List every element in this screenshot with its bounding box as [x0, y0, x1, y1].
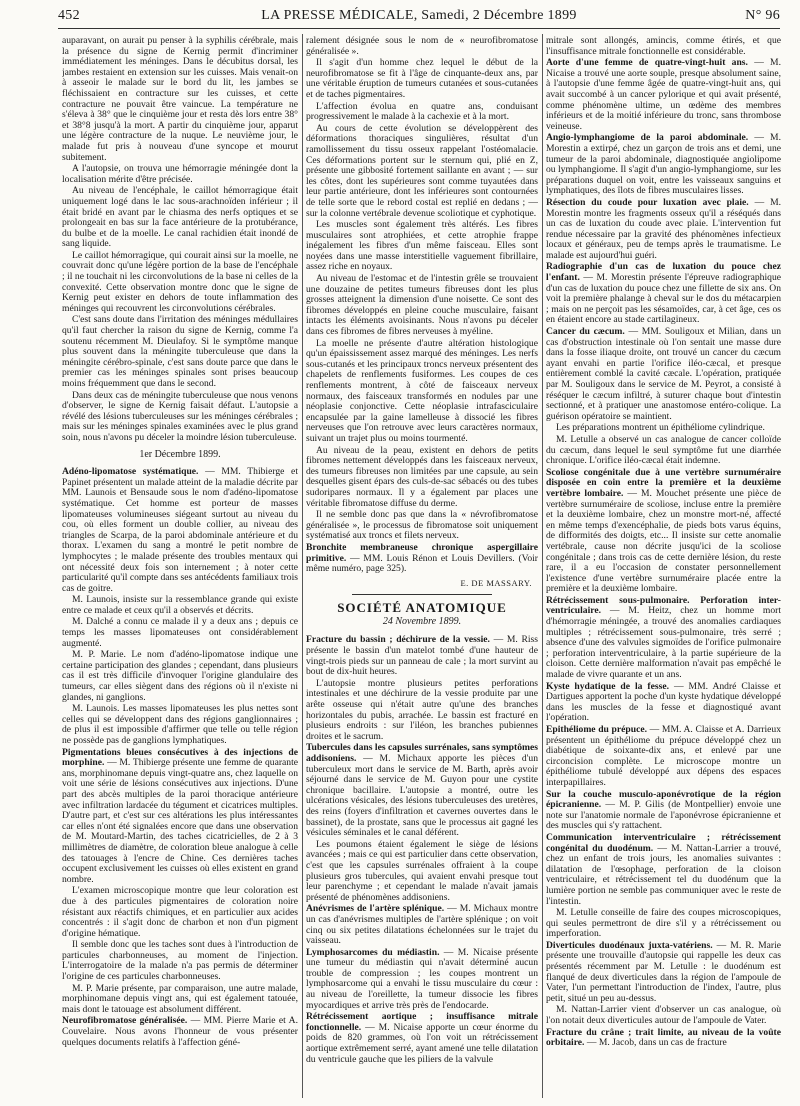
- paragraph: Il ne semble donc pas que dans la « névrofibromatose généralisée », le processus de fibromatose soit uniquement systématisé aux troncs et filets nerveux.: [306, 509, 538, 542]
- column-3: [546, 36, 781, 1102]
- entry-title: Kyste hydatique de la fesse.: [546, 680, 670, 692]
- entry-title: Scoliose congénitale due à une vertèbre surnuméraire disposée en coin entre la première et la deuxième vertèbre lombaire.: [546, 466, 781, 499]
- paragraph: Au cours de cette évolution se développèrent des déformations thoraciques singulières, résultat d'un ramollissement du tissu osseux rappelant l'ostéomalacie. Ces déformations portent sur le sternum qui, plié en Z, présente une gibbosité fortement saillante en avant ; — sur les côtes, dont les supérieures sont comme tuyautées dans leur partie antérieure, dont les inférieures sont contournées de telle sorte que le rebord costal est replié en dedans ; — sur la colonne vertébrale devenue scoliotique et cyphotique.: [306, 122, 538, 219]
- entry-body: — MM. A. Claisse et A. Darrieux présentent un épithéliome du prépuce développé chez un diabétique de soixante-dix ans, et enlevé par une circoncision complète. Le microscope montre un épithéliome tubulé développé aux dépens des espaces interpapillaires.: [546, 724, 781, 788]
- paragraph: M. Dalché a connu ce malade il y a deux ans ; depuis ce temps les masses lipomateuses ont considérablement augmenté.: [62, 616, 298, 649]
- entry-body: — M. Jacob, dans un cas de fracture: [584, 1037, 727, 1049]
- entry-body: — MM. Souligoux et Milian, dans un cas d'obstruction intestinale où l'on sentait une masse dure dans la fosse iliaque droite, ont trouvé un cancer du cæcum ayant envahi en partie l'orifice iléo-cæcal, et presque entièrement comblé la cavité cæcale. L'opération, pratiquée par M. Souligoux dans le service de M. Peyrot, a consisté à réséquer le cæcum infiltré, à suturer chaque bout d'intestin sectionné, et à pratiquer une anastomose entéro-colique. La guérison opératoire se maintient.: [546, 326, 781, 422]
- entry-body: — M. R. Marie présente une trouvaille d'autopsie qui rappelle les deux cas présentés récemment par M. Letulle : le duodénum est flanqué de deux diverticules dans la région de l'ampoule de Vater, l'un permettant l'introduction de l'index, l'autre, plus petit, situé un peu au-dessus.: [546, 939, 781, 1004]
- report-entry: [546, 790, 781, 832]
- paragraph: Au niveau de l'estomac et de l'intestin grêle se trouvaient une douzaine de petites tumeurs fibreuses dont les plus grosses atteignent la dimension d'une noisette. Ce sont des fibromes développés en pleine couche musculaire, faisant intacts les éléments avoisinants. Nous n'avons pu déceler dans ces fibromes de fibres nerveuses à myéline.: [306, 273, 538, 338]
- newspaper-title: LA PRESSE MÉDICALE, Samedi, 2 Décembre 1899: [261, 8, 577, 23]
- page-header: [58, 8, 780, 26]
- report-entry: [546, 941, 781, 1005]
- entry-body: — M. Nicaise présente une tumeur du médiastin qui n'avait déterminé aucun trouble de compression ; les coupes montrent un lymphosarcome qui a envahi le tissu musculaire du cœur : au niveau de l'oreillette, la tumeur dissocie les fibres myocardiques et arrive très près de l'endocarde.: [306, 946, 538, 1011]
- entry-title: Neurofibromatose généralisée.: [62, 1015, 188, 1027]
- column-1: [62, 36, 298, 1102]
- paragraph: A l'autopsie, on trouva une hémorragie méningée dont la localisation mérite d'être précisée.: [62, 163, 298, 185]
- report-entry: [546, 133, 781, 197]
- paragraph: L'autopsie montre plusieurs petites perforations intestinales et une déchirure de la vessie produite par une arête osseuse qui n'était autre qu'une des branches horizontales du pubis, arrachée. Le bassin est fracturé en plusieurs endroits : sur l'iléon, les branches pubiennes droites et le sacrum.: [306, 677, 538, 742]
- session-date: 1er Décembre 1899.: [139, 448, 221, 460]
- paragraph: L'affection évolua en quatre ans, conduisant progressivement le malade à la cachexie et à la mort.: [306, 100, 538, 123]
- entry-body: — MM. Thibierge et Papinet présentent un malade atteint de la maladie décrite par MM. Launois et Bensaude sous le nom d'adéno-lipomatose systématique. Cet homme est porteur de masses lipomateuses volumineuses siégeant surtout au niveau du cou, où elles forment un double collier, au niveau des triangles de Scarpa, de la paroi abdominale antérieure et du thorax. L'examen du sang a montré le petit nombre de lymphocytes ; le malade présente des troubles mentaux qui ont nécessité deux fois son internement ; à noter cette particularité qu'il compte dans ses antécédents familiaux trois cas de goitre.: [62, 466, 298, 594]
- entry-title: Lymphosarcomes du médiastin.: [306, 946, 440, 958]
- entry-title: Fracture du crâne ; trait limite, au niveau de la voûte orbitaire.: [546, 1026, 781, 1049]
- entry-title: Sur la couche musculo-aponévrotique de la région épicranienne.: [546, 788, 781, 811]
- header-rule: [58, 28, 780, 29]
- entry-body: — M. Nicaise apporte un cœur énorme du poids de 820 grammes, où l'on voit un rétrécissement aortique extrêmement serré, ayant amené une telle dilatation du ventricule gauche que les piliers de la valvule: [306, 1021, 538, 1065]
- paragraph: Il s'agit d'un homme chez lequel le début de la neurofibromatose se fit à l'âge de cinquante-deux ans, par une véritable éruption de tumeurs cutanées et sous-cutanées et de taches pigmentaires.: [306, 57, 538, 100]
- paragraph: Au niveau de l'encéphale, le caillot hémorragique était uniquement logé dans le lac sous-arachnoïden inférieur ; il était bridé en avant par le chiasma des nerfs optiques et se prolongeait en bas sur la face antérieure de la protubérance, du bulbe et de la moelle. Le canal rachidien était inondé de sang liquide.: [62, 185, 298, 250]
- column-divider: [302, 34, 303, 1098]
- paragraph: M. P. Marie. Le nom d'adéno-lipomatose indique une certaine participation des glandes ; cependant, dans plusieurs cas il est très difficile d'invoquer l'origine glandulaire des tumeurs, car elles siègent dans des régions où il n'existe ni glandes, ni ganglions.: [62, 649, 298, 703]
- entry-title: Diverticules duodénaux juxta-vatériens.: [546, 939, 713, 951]
- paragraph: Les poumons étaient également le siège de lésions avancées ; mais ce qui est particulier dans cette observation, c'est que les capsules surrénales offraient à la coupe plusieurs gros tubercules, qui avaient envahi presque tout leur parenchyme ; et cependant le malade n'avait jamais présenté de phénomènes addisoniens.: [306, 838, 538, 903]
- column-2: [306, 36, 538, 1102]
- report-entry: [306, 743, 538, 838]
- entry-title: Epithéliome du prépuce.: [546, 724, 647, 735]
- entry-title: Cancer du cæcum.: [546, 326, 625, 338]
- report-entry: [546, 1028, 781, 1049]
- paragraph: mitrale sont allongés, amincis, comme étirés, et que l'insuffisance mitrale fonctionnelle est considérable.: [546, 36, 781, 57]
- page-number: 452: [58, 8, 80, 23]
- entry-body: — M. Thibierge présente une femme de quarante ans, morphinomane depuis vingt-quatre ans, chez laquelle on voit une série de lésions consécutives aux injections. D'une part des abcès multiples de la paroi thoracique antérieure avec infiltration lardacée du tégument et cicatrices multiples. D'autre part, et c'est sur ces altérations les plus intéressantes car elles n'ont été signalées encore que dans une observation de M. Moutard-Martin, des taches cicatricielles, de 2 à 3 millimètres de diamètre, de coloration bleue analogue à celle des tatouages à l'encre de Chine. Ces dernières taches occupent exclusivement les cuisses où elles existent en grand nombre.: [62, 757, 298, 885]
- report-entry: [546, 327, 781, 422]
- entry-title: Anévrismes de l'artère splénique.: [306, 903, 445, 915]
- section-title: SOCIÉTÉ ANATOMIQUE: [337, 600, 507, 616]
- paragraph: M. P. Marie présente, par comparaison, une autre malade, morphinomane depuis vingt ans, qui est également tatouée, mais dont le tatouage est absolument différent.: [62, 982, 298, 1015]
- report-entry: [306, 1012, 538, 1065]
- report-entry: [62, 1016, 298, 1048]
- entry-title: Rétrécissement sous-pulmonaire. Perforation inter-ventriculaire.: [546, 594, 781, 617]
- issue-number: N° 96: [745, 8, 780, 23]
- report-entry: [546, 833, 781, 907]
- paragraph: M. Nattan-Larrier vient d'observer un cas analogue, où l'on notait deux diverticules autour de l'ampoule de Vater.: [546, 1004, 781, 1027]
- entry-body: — M. Mouchet présente une pièce de vertèbre surnuméraire de scoliose, incluse entre la première et la deuxième lombaire, chez un monstre mort-né, affecté en même temps d'exencéphalie, de pieds bots varus équins, de difformités des doigts, etc... Il insiste sur cette anomalie vertébrale, cause non décrite jusqu'ici de la scoliose congénitale ; dans trois cas de cette dernière lésion, du reste rare, il a eu l'occasion de constater personnellement l'existence d'une vertèbre surnuméraire placée entre la première et la deuxième lombaire.: [546, 487, 781, 595]
- paragraph: Dans deux cas de méningite tuberculeuse que nous venons d'observer, le signe de Kernig faisait défaut. L'autopsie a révélé des lésions tuberculeuses sur les méninges cérébrales ; mais sur les méninges spinales examinées avec le plus grand soin, nous n'avons pu déceler la moindre lésion tuberculeuse.: [62, 389, 298, 443]
- author-signature: E. DE MASSARY.: [460, 577, 532, 588]
- entry-body: — M. Riss présente le bassin d'un matelot tombé d'une hauteur de vingt-trois pieds sur un panneau de cale ; la mort survint au bout de dix-huit heures.: [306, 634, 538, 678]
- paragraph: M. Letulle conseille de faire des coupes microscopiques, qui seules permettront de dire s'il y a rétrécissement ou imperforation.: [546, 907, 781, 940]
- entry-body: — M. P. Gilis (de Montpellier) envoie une note sur l'anatomie normale de l'aponévrose épicranienne et des muscles qui s'y rattachent.: [546, 799, 781, 832]
- paragraph: M. Letulle a observé un cas analogue de cancer colloïde du cæcum, dans lequel le seul symptôme fut une diarrhée chronique. L'orifice iléo-cæcal était indemne.: [546, 433, 781, 467]
- report-entry: [546, 682, 781, 724]
- entry-title: Adéno-lipomatose systématique.: [62, 466, 199, 478]
- report-entry: [546, 262, 781, 326]
- paragraph: La moelle ne présente d'autre altération histologique qu'un épaississement assez marqué des méninges. Les nerfs sous-cutanés et les principaux troncs nerveux présentent des chapelets de renflements fusiformes. Les coupes de ces renflements montrent, à côté de faisceaux nerveux normaux, des faisceaux transformés en nodules par une néoplasie conjonctive. Cette néoplasie intrafasciculaire encapsulée par la gaine lamelleuse à dissocié les fibres nerveuses que l'on retrouve avec leurs caractères normaux, suivant un trajet plus ou moins tourmenté.: [306, 337, 538, 444]
- entry-body: — M. Morestin montre les fragments osseux qu'il a réséqués dans un cas de luxation du coude avec plaie. L'intervention fut rendue nécessaire par la gravité des phénomènes infectieux locaux et généraux, peu de temps après le traumatisme. Le malade est aujourd'hui guéri.: [546, 196, 781, 261]
- paragraph: Au niveau de la peau, existent en dehors de petits fibromes nettement développés dans les faisceaux nerveux, des tumeurs fibreuses non limitées par une capsule, au sein desquelles gisent épars des culs-de-sac sébacés ou des tubes sudoripares normaux. Il y a également par places une véritable fibromatose diffuse du derme.: [306, 444, 538, 509]
- report-entry: [546, 468, 781, 595]
- report-entry: [546, 596, 781, 681]
- entry-title: Rétrécissement aortique ; insuffisance mitrale fonctionnelle.: [306, 1011, 538, 1033]
- report-entry: [306, 635, 538, 677]
- paragraph: M. Launois. Les masses lipomateuses les plus nettes sont celles qui se développent dans des régions ganglionnaires ; de plus il est impossible d'affirmer que telle ou telle région ne possède pas de ganglions lymphatiques.: [62, 703, 298, 746]
- entry-body: — MM. Pierre Marie et A. Couvelaire. Nous avons l'honneur de vous présenter quelques documents relatifs à l'affection géné-: [62, 1015, 298, 1048]
- paragraph: Les muscles sont également très altérés. Les fibres musculaires sont atrophiées, et cette atrophie frappe inégalement les fibres d'un même faisceau. Elles sont noyées dans une masse interstitielle vaguement fibrillaire, assez riche en noyaux.: [306, 219, 538, 273]
- entry-body: — M. Michaux montre un cas d'anévrismes multiples de l'artère splénique ; on voit cinq ou six petites dilatations échelonnées sur le trajet du vaisseau.: [306, 903, 538, 947]
- report-entry: [62, 467, 298, 594]
- section-divider: [352, 594, 492, 595]
- report-entry: [306, 543, 538, 575]
- entry-title: Pigmentations bleues consécutives à des injections de morphine.: [62, 746, 298, 769]
- paragraph: auparavant, on aurait pu penser à la syphilis cérébrale, mais la présence du signe de Kernig permit d'incriminer immédiatement les méninges. Dans le décubitus dorsal, les jambes restaient en extension sur les cuisses. Mais venait-on à asseoir le malade sur le bord du lit, les jambes se fléchissaient en contracture sur les cuisses, et cette contracture ne pouvait être vaincue. La température ne s'éleva à 38° que le cinquième jour et resta dès lors entre 38° et 38°8 jusqu'à la mort. A partir du cinquième jour, apparut une légère contracture de la nuque. Le neuvième jour, le malade fut pris à nouveau d'une syncope et mourut subitement.: [62, 36, 298, 163]
- paragraph: Le caillot hémorragique, qui courait ainsi sur la moelle, ne couvrait donc qu'une légère portion de la base de l'encéphale ; il ne touchait ni les circonvolutions de la base ni celles de la convexité. Cette observation montre donc que le signe de Kernig peut exister en dehors de toute inflammation des méninges qui recouvrent les circonvolutions cérébrales.: [62, 249, 298, 314]
- report-entry: [306, 904, 538, 946]
- entry-title: Aorte d'une femme de quatre-vingt-huit ans.: [546, 57, 748, 69]
- entry-title: Communication interventriculaire ; rétrécissement congénital du duodénum.: [546, 831, 781, 854]
- paragraph: M. Launois, insiste sur la ressemblance grande qui existe entre ce malade et ceux qu'il a observés et décrits.: [62, 594, 298, 616]
- paragraph: L'examen microscopique montre que leur coloration est due à des particules pigmentaires de coloration noire résistant aux réactifs chimiques, et en particulier aux acides concentrés : il s'agit donc de charbon et non d'un pigment d'origine hématique.: [62, 885, 298, 939]
- entry-body: — M. Nicaise a trouvé une aorte souple, presque absolument saine, à l'autopsie d'une femme âgée de quatre-vingt-huit ans, qui avait succombé à un cancer pylorique et qui avait présenté, comme phénomène ultime, un œdème des membres inférieurs et de la moitié inférieure du tronc, sans thrombose veineuse.: [546, 57, 781, 132]
- report-entry: [306, 948, 538, 1012]
- entry-body: — M. Morestin a extirpé, chez un garçon de trois ans et demi, une tumeur de la paroi abdominale, diagnostiquée angiolipome ou lymphangiome. Il s'agit d'un angio-lymphangiome, sur les préparations duquel on voit, entre les vaisseaux sanguins et lymphatiques, des îlots de fibres musculaires lisses.: [546, 132, 781, 197]
- section-date: 24 Novembre 1899.: [382, 615, 462, 627]
- entry-title: Fracture du bassin ; déchirure de la vessie.: [306, 634, 490, 646]
- entry-body: — M. Michaux apporte les pièces d'un tuberculeux mort dans le service de M. Barth, après avoir séjourné dans le service de M. Guyon pour une cystite chronique bacillaire. L'autopsie a montré, outre les ulcérations vésicales, des lésions tuberculeuses des uretères, des reins (foyers d'infiltration et cavernes ouvertes dans le bassinet), de la prostate, sans que le processus ait gagné les vésicules séminales et le canal déférent.: [306, 753, 538, 839]
- report-entry: [62, 748, 298, 886]
- entry-title: Angio-lymphangiome de la paroi abdominale.: [546, 132, 749, 144]
- entry-body: — M. Heitz, chez un homme mort d'hémorragie méningée, a trouvé des anomalies cardiaques multiples ; rétrécissement sous-pulmonaire, très serré ; absence d'une des valvules sigmoïdes de l'orifice pulmonaire ; perforation interventriculaire, à la partie supérieure de la cloison. Cette dernière malformation n'avait pas empêché le malade de vivre quarante et un ans.: [546, 605, 781, 681]
- column-divider: [542, 34, 543, 1098]
- paragraph: ralement désignée sous le nom de « neurofibromatose généralisée ».: [306, 36, 538, 57]
- entry-title: Bronchite membraneuse chronique aspergillaire primitive.: [306, 541, 538, 564]
- report-entry: [546, 58, 781, 132]
- paragraph: Les préparations montrent un épithéliome cylindrique.: [556, 422, 765, 434]
- entry-body: — MM. Louis Rénon et Louis Devillers. (Voir même numéro, page 325).: [306, 552, 538, 575]
- report-entry: [546, 725, 781, 789]
- report-entry: [546, 198, 781, 262]
- paragraph: Il semble donc que les taches sont dues à l'introduction de particules charbonneuses, au moment de l'injection. L'interrogatoire de la malade n'a pas permis de déterminer l'origine de ces particules charbonneuses.: [62, 939, 298, 983]
- entry-title: Résection du coude pour luxation avec plaie.: [546, 196, 749, 208]
- entry-title: Radiographie d'un cas de luxation du pouce chez l'enfant.: [546, 261, 781, 284]
- paragraph: C'est sans doute dans l'irritation des méninges médullaires qu'il faut chercher la raison du signe de Kernig, comme l'a soutenu récemment M. Dieulafoy. Si le symptôme manque plus souvent dans la méningite tuberculeuse que dans la méningite cérébro-spinale, c'est sans doute parce que dans le premier cas les méninges spinales sont prises beaucoup moins fréquemment que dans le second.: [62, 314, 298, 389]
- entry-body: — MM. André Claisse et Dartigues apportent la poche d'un kyste hydatique développé dans les muscles de la fesse et diagnostiqué avant l'opération.: [546, 680, 781, 724]
- entry-body: — M. Nattan-Larrier a trouvé, chez un enfant de trois jours, les anomalies suivantes : dilatation de l'œsophage, perforation de la cloison ventriculaire, et rétrécissement tel du duodénum que la lumière portion ne semble pas communiquer avec le reste de l'intestin.: [546, 842, 781, 907]
- entry-title: Tubercules dans les capsules surrénales, sans symptômes addisoniens.: [306, 742, 538, 764]
- entry-body: — M. Morestin présente l'épreuve radiographique d'un cas de luxation du pouce chez une fillette de six ans. On voit la première phalange à cheval sur le dos du métacarpien ; mais on ne perçoit pas les sésamoïdes, car, à cet âge, ces os en étaient encore au stade cartilagineux.: [546, 272, 781, 326]
